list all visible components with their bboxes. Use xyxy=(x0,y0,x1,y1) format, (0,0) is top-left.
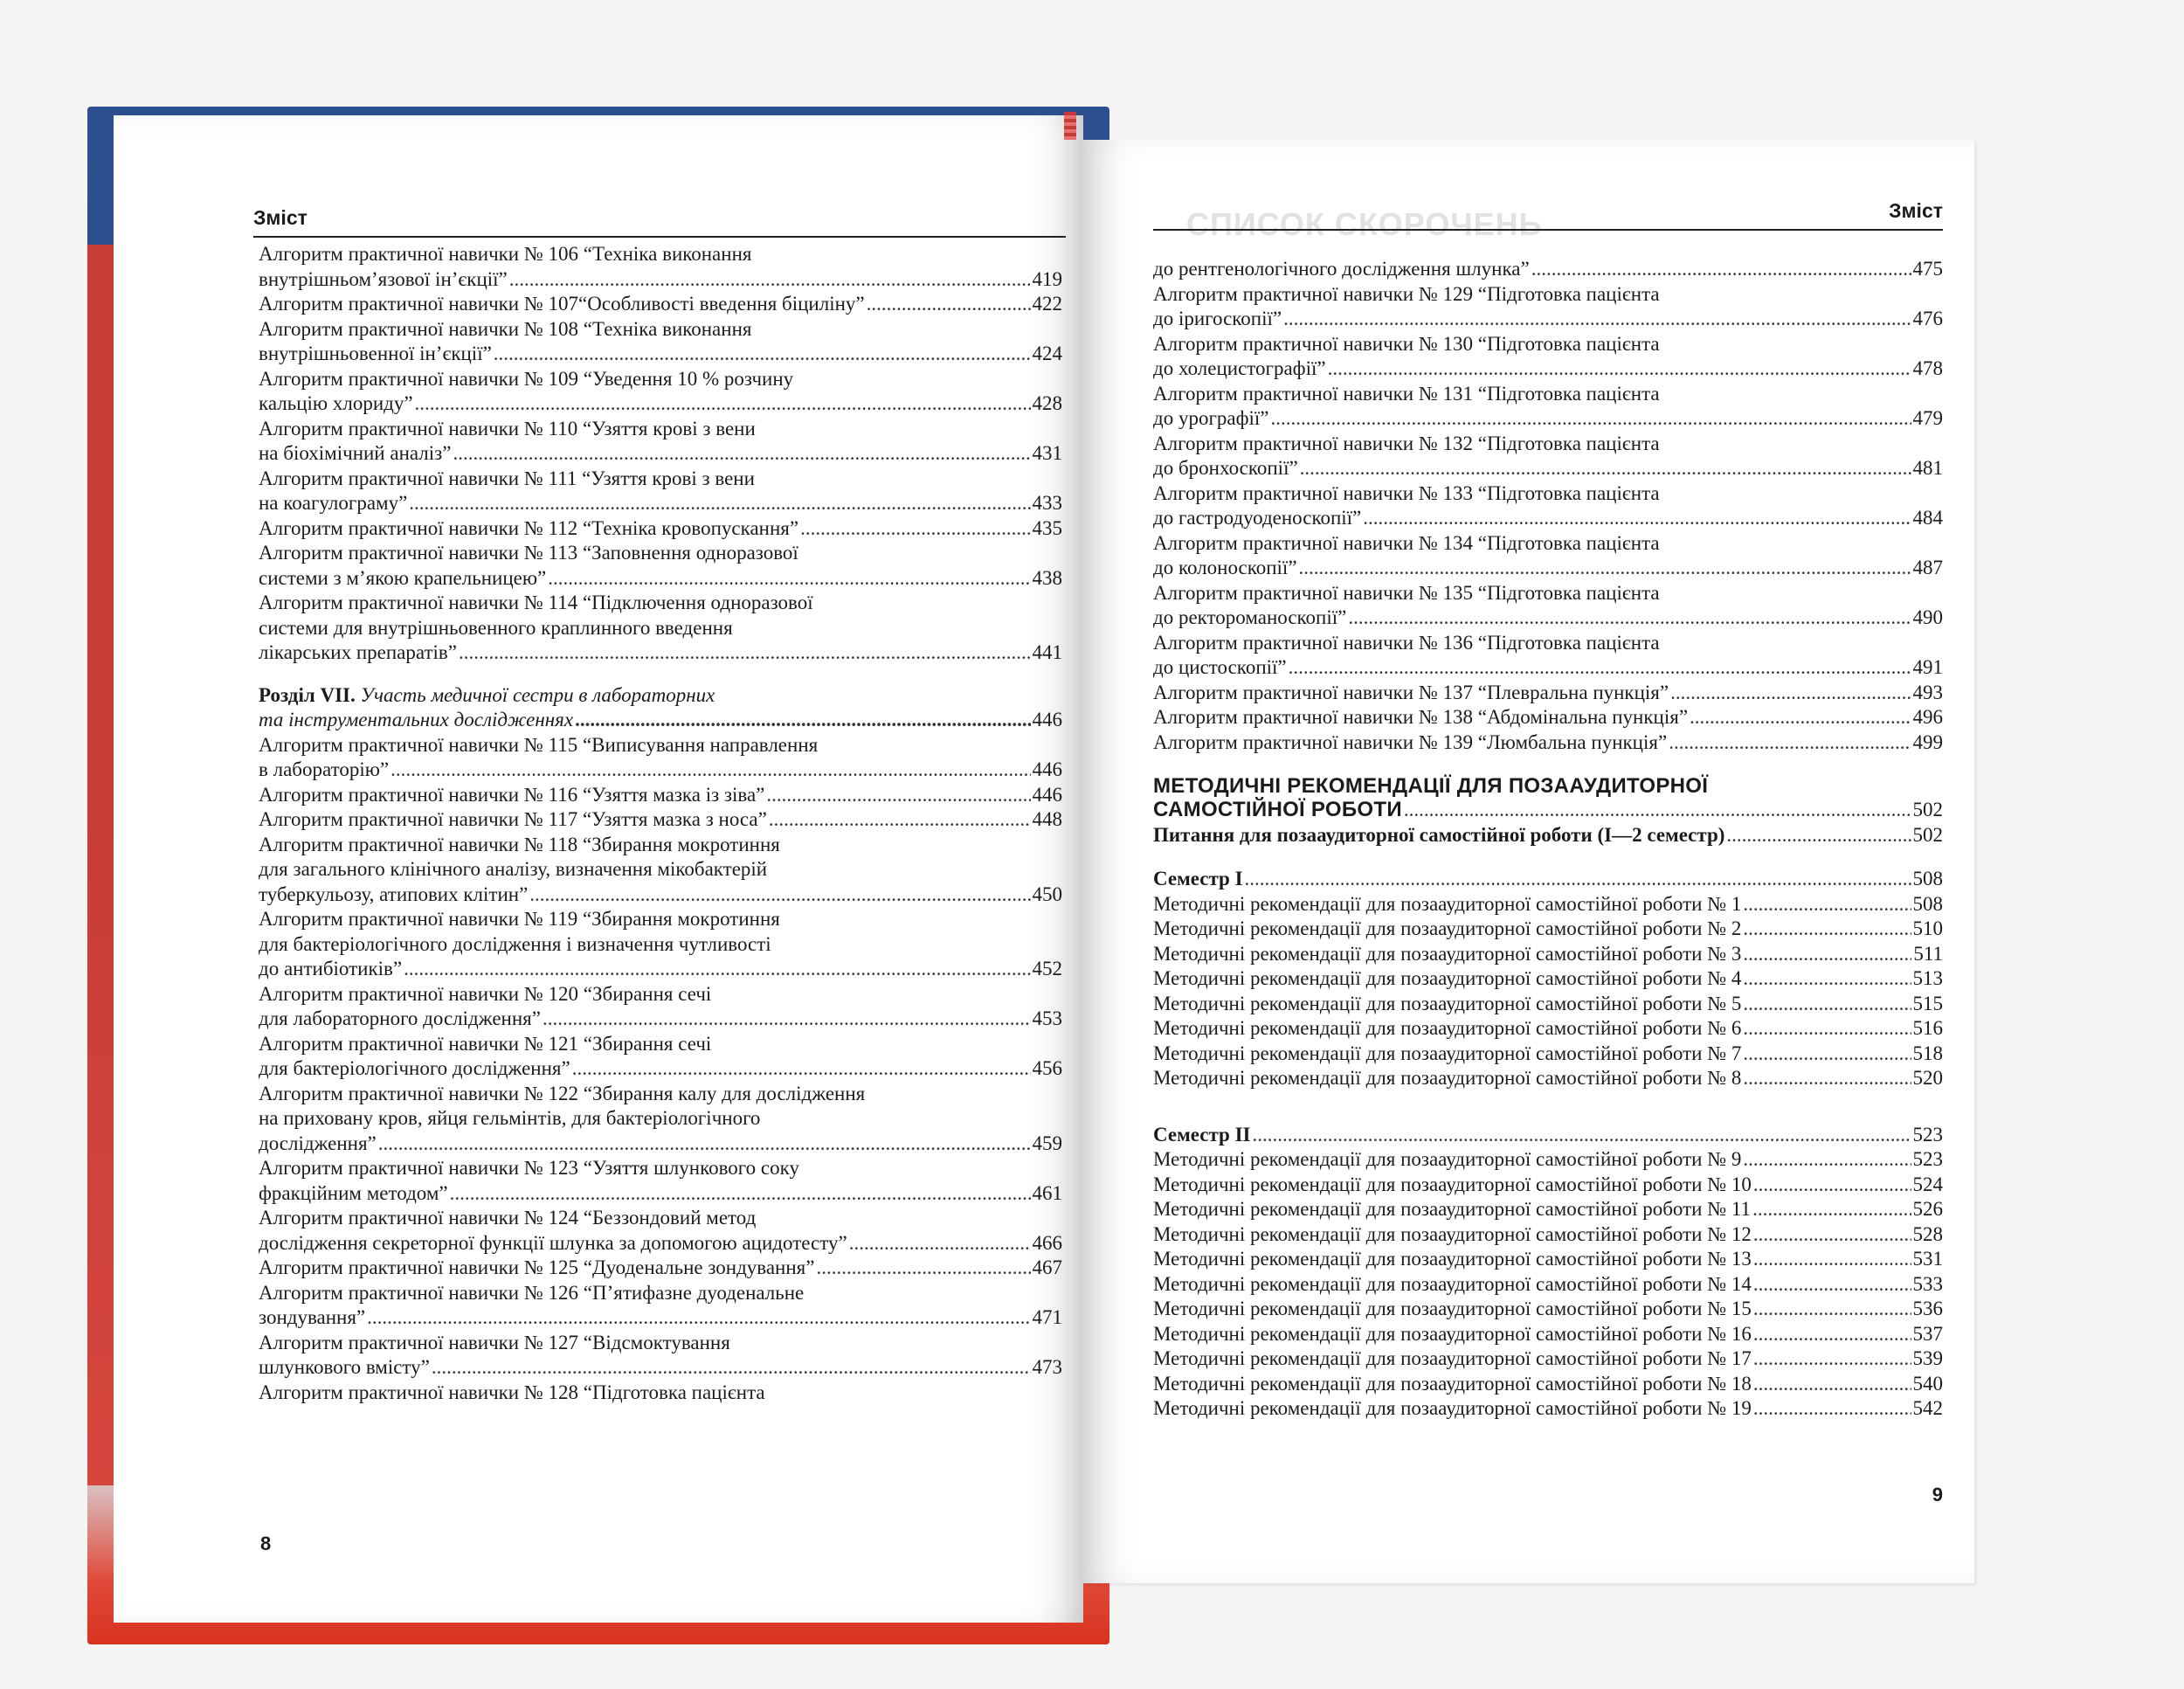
entry-text-line: Алгоритм практичної навички № 136 “Підготовка пацієнта xyxy=(1153,631,1660,654)
toc-entry[interactable] xyxy=(259,591,1062,666)
page-number: 471 xyxy=(1032,1306,1062,1328)
page-number: 422 xyxy=(1032,293,1062,315)
toc-entry[interactable] xyxy=(1153,730,1943,756)
entry-text: Методичні рекомендації для позааудиторної самостійної роботи № 11 xyxy=(1153,1198,1752,1220)
entry-text: Методичні рекомендації для позааудиторної самостійної роботи № 10 xyxy=(1153,1173,1752,1195)
entry-text-line: туберкульозу, атипових клітин” xyxy=(259,883,529,905)
page-number: 523 xyxy=(1912,1123,1943,1146)
page-number: 508 xyxy=(1912,892,1943,915)
leader-dots xyxy=(1753,1372,1911,1397)
toc-entry[interactable] xyxy=(1153,1066,1943,1091)
leader-dots xyxy=(1669,730,1911,756)
toc-entry[interactable] xyxy=(1153,917,1943,942)
leader-dots xyxy=(548,566,1030,592)
leader-dots xyxy=(572,1056,1031,1082)
entry-text-line: Алгоритм практичної навички № 132 “Підготовка пацієнта xyxy=(1153,432,1660,454)
toc-entry[interactable] xyxy=(259,292,1062,317)
page-number: 516 xyxy=(1912,1017,1943,1039)
page-number: 461 xyxy=(1032,1181,1062,1204)
page-number: 496 xyxy=(1912,706,1943,728)
toc-entry[interactable] xyxy=(259,733,1062,783)
toc-entry[interactable] xyxy=(259,833,1062,908)
entry-text-line: внутрішньовенної ін’єкції” xyxy=(259,343,492,364)
toc-entry[interactable] xyxy=(1153,432,1943,481)
entry-text-line: фракційним методом” xyxy=(259,1181,448,1204)
leader-dots xyxy=(1753,1322,1911,1347)
leader-dots xyxy=(367,1305,1030,1331)
entry-text-line: Алгоритм практичної навички № 134 “Підготовка пацієнта xyxy=(1153,531,1660,554)
leader-dots xyxy=(459,640,1031,666)
page-number: 528 xyxy=(1912,1222,1943,1245)
leader-dots xyxy=(450,1181,1031,1207)
leader-dots xyxy=(1328,356,1911,382)
page-number: 484 xyxy=(1912,507,1943,529)
entry-text-line: до холецистографії” xyxy=(1153,357,1326,379)
toc-entry[interactable] xyxy=(1153,257,1943,282)
entry-text-line: для бактеріологічного дослідження” xyxy=(259,1057,570,1079)
leader-dots xyxy=(1743,992,1911,1017)
toc-entry[interactable] xyxy=(1153,1396,1943,1422)
leader-dots xyxy=(390,758,1030,783)
toc-entry[interactable] xyxy=(1153,1247,1943,1272)
header-rule xyxy=(1153,229,1943,231)
entry-text: Методичні рекомендації для позааудиторної самостійної роботи № 13 xyxy=(1153,1248,1752,1270)
leader-dots xyxy=(1753,1297,1911,1322)
page-number: 473 xyxy=(1032,1356,1062,1378)
toc-entry[interactable] xyxy=(259,367,1062,417)
entry-text: Методичні рекомендації для позааудиторної самостійної роботи № 17 xyxy=(1153,1347,1752,1369)
entry-text-line: дослідження секреторної функції шлунка за допомогою ацидотесту” xyxy=(259,1231,847,1254)
entry-text-line: Алгоритм практичної навички № 129 “Підготовка пацієнта xyxy=(1153,282,1660,305)
header-rule xyxy=(253,236,1066,238)
entry-text-line: системи для внутрішньовенного краплинного введення xyxy=(259,616,733,639)
page-number: 475 xyxy=(1912,258,1943,280)
page-number: 424 xyxy=(1032,343,1062,364)
leader-dots xyxy=(543,1007,1031,1032)
entry-text-line: до колоноскопії” xyxy=(1153,557,1297,578)
running-head: Зміст xyxy=(1889,199,1943,222)
entry-text-line: для загального клінічного аналізу, визначення мікобактерій xyxy=(259,858,768,880)
toc-entry[interactable] xyxy=(1153,1222,1943,1248)
entry-text-line: до цистоскопії” xyxy=(1153,656,1287,678)
entry-text: Методичні рекомендації для позааудиторної самостійної роботи № 18 xyxy=(1153,1372,1752,1395)
page-number: 542 xyxy=(1912,1397,1943,1419)
leader-dots xyxy=(1283,307,1911,332)
page-number: 537 xyxy=(1912,1322,1943,1345)
entry-text-line: Алгоритм практичної навички № 116 “Узяття мазка із зіва” xyxy=(259,783,765,806)
leader-dots xyxy=(1670,681,1911,706)
page-number: 456 xyxy=(1032,1057,1062,1079)
leader-dots xyxy=(432,1355,1031,1381)
leader-dots xyxy=(1753,1346,1911,1372)
toc-entry[interactable] xyxy=(259,1206,1062,1256)
toc-entry[interactable] xyxy=(259,1256,1062,1281)
toc-entry-continued[interactable] xyxy=(259,1381,1062,1406)
entry-text: Методичні рекомендації для позааудиторної самостійної роботи № 7 xyxy=(1153,1042,1742,1064)
page-number: 524 xyxy=(1912,1173,1943,1195)
page-number: 490 xyxy=(1912,606,1943,628)
semester-heading[interactable] xyxy=(1153,1123,1943,1148)
page-number: 446 xyxy=(1032,758,1062,780)
questions-entry[interactable] xyxy=(1153,823,1943,848)
entry-text: Методичні рекомендації для позааудиторної самостійної роботи № 12 xyxy=(1153,1222,1752,1245)
toc-entry[interactable] xyxy=(1153,481,1943,531)
entry-text-line: для бактеріологічного дослідження і визначення чутливості xyxy=(259,932,771,955)
toc-entry[interactable] xyxy=(1153,1016,1943,1042)
leader-dots xyxy=(409,491,1030,516)
entry-text-line: Алгоритм практичної навички № 108 “Техніка виконання xyxy=(259,317,752,340)
section-heading[interactable] xyxy=(259,683,1062,733)
entry-text: Методичні рекомендації для позааудиторної самостійної роботи № 4 xyxy=(1153,967,1742,989)
page-number: 438 xyxy=(1032,566,1062,589)
page-number: 515 xyxy=(1912,992,1943,1014)
entry-text-line: Алгоритм практичної навички № 113 “Заповнення одноразової xyxy=(259,542,798,564)
entry-text-line: лікарських препаратів” xyxy=(259,641,457,663)
leader-dots xyxy=(1743,1016,1911,1042)
leader-dots xyxy=(1743,966,1911,992)
entry-text: Методичні рекомендації для позааудиторної самостійної роботи № 9 xyxy=(1153,1148,1742,1170)
leader-dots xyxy=(800,516,1030,542)
leader-dots xyxy=(1253,1123,1911,1148)
leader-dots xyxy=(1743,942,1911,967)
entry-text: Методичні рекомендації для позааудиторної самостійної роботи № 8 xyxy=(1153,1067,1742,1089)
entry-text-line: Алгоритм практичної навички № 120 “Збирання сечі xyxy=(259,982,712,1005)
bookmark-ribbon xyxy=(1064,112,1076,140)
entry-text-line: дослідження” xyxy=(259,1132,377,1154)
toc-entry[interactable] xyxy=(1153,966,1943,992)
entry-text-line: зондування” xyxy=(259,1306,366,1328)
page-number: 526 xyxy=(1912,1198,1943,1220)
toc-list-left xyxy=(259,242,1062,1405)
entry-text-line: Алгоритм практичної навички № 131 “Підготовка пацієнта xyxy=(1153,382,1660,405)
page-number: 481 xyxy=(1912,457,1943,479)
entry-text-line: до гастродуоденоскопії” xyxy=(1153,507,1362,529)
toc-entry[interactable] xyxy=(1153,992,1943,1017)
entry-text: Методичні рекомендації для позааудиторної самостійної роботи № 2 xyxy=(1153,917,1742,939)
page-number: 531 xyxy=(1912,1248,1943,1270)
leader-dots xyxy=(1743,892,1911,917)
toc-entry[interactable] xyxy=(1153,382,1943,432)
page-number: 508 xyxy=(1912,868,1943,889)
leader-dots xyxy=(1753,1272,1911,1298)
entry-text-line: Алгоритм практичної навички № 110 “Узяття крові з вени xyxy=(259,417,756,440)
leader-dots xyxy=(1743,1147,1911,1173)
entry-text-line: Алгоритм практичної навички № 109 “Уведення 10 % розчину xyxy=(259,367,794,390)
page-number: 536 xyxy=(1912,1298,1943,1319)
entry-text-line: до бронхоскопії” xyxy=(1153,457,1298,479)
entry-text-line: на коагулограму” xyxy=(259,492,408,514)
toc-entry[interactable] xyxy=(259,1032,1062,1082)
page-number: 476 xyxy=(1912,308,1943,329)
entry-text-line: Алгоритм практичної навички № 106 “Техніка виконання xyxy=(259,243,752,265)
show-through-heading: СПИСОК СКОРОЧЕНЬ xyxy=(1186,206,1543,242)
page-number: 493 xyxy=(1912,681,1943,703)
entry-text-line: Алгоритм практичної навички № 107“Особливості введення біциліну” xyxy=(259,293,865,315)
entry-text: Питання для позааудиторної самостійної роботи (І—2 семестр) xyxy=(1153,823,1725,846)
leader-dots xyxy=(1404,798,1911,823)
toc-entry[interactable] xyxy=(1153,1346,1943,1372)
toc-entry[interactable] xyxy=(259,907,1062,982)
page-number: 467 xyxy=(1032,1256,1062,1278)
page-number: 441 xyxy=(1032,641,1062,663)
leader-dots xyxy=(1300,456,1911,481)
entry-text-line: для лабораторного дослідження” xyxy=(259,1007,541,1029)
entry-text-line: Алгоритм практичної навички № 119 “Збирання мокротиння xyxy=(259,908,780,930)
leader-dots xyxy=(1752,1197,1911,1222)
entry-text-line: Алгоритм практичної навички № 126 “П’ятифазне дуоденальне xyxy=(259,1281,805,1304)
page-number: 520 xyxy=(1912,1067,1943,1089)
toc-entry[interactable] xyxy=(1153,892,1943,917)
entry-text-line: Алгоритм практичної навички № 122 “Збирання калу для дослідження xyxy=(259,1082,866,1104)
toc-entry[interactable] xyxy=(1153,1042,1943,1067)
toc-entry[interactable] xyxy=(259,982,1062,1032)
page-number: 533 xyxy=(1912,1272,1943,1295)
page-number: 479 xyxy=(1912,407,1943,429)
toc-entry[interactable] xyxy=(1153,332,1943,382)
entry-text-line: на приховану кров, яйця гельмінтів, для бактеріологічного xyxy=(259,1107,761,1129)
entry-text: Методичні рекомендації для позааудиторної самостійної роботи № 6 xyxy=(1153,1017,1742,1039)
leader-dots xyxy=(766,783,1030,808)
page-number: 510 xyxy=(1912,917,1943,939)
leader-dots xyxy=(453,441,1030,467)
entry-text-line: до рентгенологічного дослідження шлунка” xyxy=(1153,258,1530,280)
toc-entry[interactable] xyxy=(259,807,1062,833)
toc-entry[interactable] xyxy=(1153,531,1943,581)
entry-text-line: внутрішньом’язової ін’єкції” xyxy=(259,267,508,290)
leader-dots xyxy=(1743,1066,1911,1091)
leader-dots xyxy=(404,957,1030,982)
toc-entry[interactable] xyxy=(259,1082,1062,1157)
page-number: 446 xyxy=(1032,783,1062,806)
entry-text-line: Алгоритм практичної навички № 133 “Підготовка пацієнта xyxy=(1153,481,1660,504)
page-number: 419 xyxy=(1032,267,1062,290)
toc-entry[interactable] xyxy=(259,417,1062,467)
entry-text-line: Алгоритм практичної навички № 137 “Плевральна пункція” xyxy=(1153,681,1669,703)
methods-heading-line1: МЕТОДИЧНІ РЕКОМЕНДАЦІЇ ДЛЯ ПОЗААУДИТОРНОЇ xyxy=(1153,774,1709,798)
entry-text-line: Алгоритм практичної навички № 115 “Виписування направлення xyxy=(259,733,819,756)
entry-text-line: шлункового вмісту” xyxy=(259,1356,430,1378)
page-number: 448 xyxy=(1032,808,1062,830)
page-number: 511 xyxy=(1913,942,1943,965)
page-number: 487 xyxy=(1912,557,1943,578)
page-number-folio: 9 xyxy=(1932,1484,1943,1506)
right-page xyxy=(1082,140,1974,1583)
toc-entry[interactable] xyxy=(259,516,1062,542)
leader-dots xyxy=(378,1132,1031,1157)
leader-dots xyxy=(1348,606,1911,631)
entry-text: Методичні рекомендації для позааудиторної самостійної роботи № 5 xyxy=(1153,992,1742,1014)
methods-heading-line2: САМОСТІЙНОЇ РОБОТИ xyxy=(1153,798,1402,821)
toc-entry[interactable] xyxy=(259,541,1062,591)
toc-entry[interactable] xyxy=(259,1331,1062,1381)
toc-entry[interactable] xyxy=(259,317,1062,367)
toc-entry[interactable] xyxy=(1153,1173,1943,1198)
entry-text-line: кальцію хлориду” xyxy=(259,392,413,414)
entry-text-line: Алгоритм практичної навички № 111 “Узяття крові з вени xyxy=(259,467,755,489)
entry-text-line: Алгоритм практичної навички № 114 “Підключення одноразової xyxy=(259,592,813,613)
entry-text-line: Алгоритм практичної навички № 123 “Узяття шлункового соку xyxy=(259,1157,799,1179)
leader-dots xyxy=(1299,556,1911,581)
entry-text: Алгоритм практичної навички № 128 “Підготовка пацієнта xyxy=(259,1381,765,1403)
leader-dots xyxy=(509,267,1031,293)
leader-dots xyxy=(494,342,1031,367)
page-number: 540 xyxy=(1912,1372,1943,1395)
entry-text-line: до іригоскопії” xyxy=(1153,308,1282,329)
page-number: 453 xyxy=(1032,1007,1062,1029)
page-number: 446 xyxy=(1032,709,1062,730)
entry-text: Методичні рекомендації для позааудиторної самостійної роботи № 16 xyxy=(1153,1322,1752,1345)
toc-entry[interactable] xyxy=(1153,1372,1943,1397)
entry-text-line: Алгоритм практичної навички № 125 “Дуоденальне зондування” xyxy=(259,1256,815,1278)
leader-dots xyxy=(1743,1042,1911,1067)
toc-entry[interactable] xyxy=(259,467,1062,516)
leader-dots xyxy=(1531,257,1911,282)
page-number: 539 xyxy=(1912,1347,1943,1369)
toc-entry[interactable] xyxy=(1153,942,1943,967)
entry-text-line: Алгоритм практичної навички № 117 “Узяття мазка з носа” xyxy=(259,808,767,830)
page-number: 499 xyxy=(1912,730,1943,753)
page-number: 435 xyxy=(1032,516,1062,539)
entry-text: Методичні рекомендації для позааудиторної самостійної роботи № 19 xyxy=(1153,1397,1752,1419)
toc-list-right xyxy=(1153,257,1943,1422)
page-number: 433 xyxy=(1032,492,1062,514)
section-title-line2: та інструментальних дослідженнях xyxy=(259,709,574,730)
entry-text-line: Алгоритм практичної навички № 112 “Техніка кровопускання” xyxy=(259,516,799,539)
page-number: 502 xyxy=(1912,823,1943,846)
entry-text: Методичні рекомендації для позааудиторної самостійної роботи № 3 xyxy=(1153,942,1742,965)
page-number: 452 xyxy=(1032,958,1062,979)
toc-entry[interactable] xyxy=(1153,581,1943,631)
leader-dots xyxy=(1753,1396,1911,1422)
leader-dots xyxy=(1271,406,1911,432)
page-number: 450 xyxy=(1032,883,1062,905)
entry-text-line: Алгоритм практичної навички № 121 “Збирання сечі xyxy=(259,1032,712,1055)
toc-entry[interactable] xyxy=(1153,1147,1943,1173)
leader-dots xyxy=(1726,823,1911,848)
toc-entry[interactable] xyxy=(1153,681,1943,706)
leader-dots xyxy=(1690,705,1911,730)
entry-text-line: Алгоритм практичної навички № 118 “Збирання мокротиння xyxy=(259,833,780,855)
leader-dots xyxy=(867,292,1031,317)
entry-text-line: Алгоритм практичної навички № 135 “Підготовка пацієнта xyxy=(1153,581,1660,604)
leader-dots xyxy=(1289,655,1911,681)
toc-entry[interactable] xyxy=(1153,1272,1943,1298)
entry-text-line: Алгоритм практичної навички № 130 “Підготовка пацієнта xyxy=(1153,332,1660,355)
toc-entry[interactable] xyxy=(259,1156,1062,1206)
entry-text-line: системи з м’якою крапельницею” xyxy=(259,566,547,589)
entry-text-line: Алгоритм практичної навички № 124 “Беззондовий метод xyxy=(259,1207,757,1229)
entry-text-line: до ректороманоскопії” xyxy=(1153,606,1347,628)
page-number: 523 xyxy=(1912,1148,1943,1170)
page-number: 431 xyxy=(1032,442,1062,464)
leader-dots xyxy=(1743,917,1911,942)
semester-heading[interactable] xyxy=(1153,867,1943,892)
leader-dots xyxy=(1753,1173,1911,1198)
spacer xyxy=(1153,1091,1943,1123)
entry-text-line: Алгоритм практичної навички № 127 “Відсмоктування xyxy=(259,1331,730,1353)
toc-entry[interactable] xyxy=(259,242,1062,292)
toc-entry[interactable] xyxy=(1153,705,1943,730)
page-number: 466 xyxy=(1032,1231,1062,1254)
methods-heading[interactable] xyxy=(1153,774,1943,823)
entry-text-line: в лабораторію” xyxy=(259,758,390,780)
leader-dots xyxy=(769,807,1031,833)
toc-entry[interactable] xyxy=(1153,1197,1943,1222)
entry-text-line: Алгоритм практичної навички № 138 “Абдомінальна пункція” xyxy=(1153,706,1689,728)
entry-text-line: до антибіотиків” xyxy=(259,958,403,979)
toc-entry[interactable] xyxy=(1153,1322,1943,1347)
leader-dots xyxy=(1753,1247,1911,1272)
running-head: Зміст xyxy=(253,206,308,229)
toc-entry[interactable] xyxy=(1153,631,1943,681)
left-page xyxy=(114,115,1083,1623)
toc-entry[interactable] xyxy=(1153,1297,1943,1322)
entry-text: Методичні рекомендації для позааудиторної самостійної роботи № 1 xyxy=(1153,892,1742,915)
toc-entry[interactable] xyxy=(259,1281,1062,1331)
leader-dots xyxy=(849,1231,1031,1256)
leader-dots xyxy=(529,883,1030,908)
page-number: 513 xyxy=(1912,967,1943,989)
leader-dots xyxy=(1363,506,1911,531)
page-number: 491 xyxy=(1912,656,1943,678)
entry-text-line: до урографії” xyxy=(1153,407,1269,429)
entry-text: Методичні рекомендації для позааудиторної самостійної роботи № 14 xyxy=(1153,1272,1752,1295)
leader-dots xyxy=(816,1256,1030,1281)
page-number: 459 xyxy=(1032,1132,1062,1154)
leader-dots xyxy=(415,391,1031,417)
leader-dots xyxy=(1245,867,1911,892)
entry-text-line: Алгоритм практичної навички № 139 “Люмбальна пункція” xyxy=(1153,730,1668,753)
semester-label: Семестр ІІ xyxy=(1153,1123,1251,1146)
entry-text: Методичні рекомендації для позааудиторної самостійної роботи № 15 xyxy=(1153,1298,1752,1319)
leader-dots xyxy=(1753,1222,1911,1248)
semester-label: Семестр І xyxy=(1153,868,1243,889)
leader-dots xyxy=(575,708,1030,733)
section-title-line1: Участь медичної сестри в лабораторних xyxy=(360,683,715,706)
page-number: 478 xyxy=(1912,357,1943,379)
toc-entry[interactable] xyxy=(259,783,1062,808)
section-label: Розділ VII. xyxy=(259,683,356,706)
page-number: 428 xyxy=(1032,392,1062,414)
page-number-folio: 8 xyxy=(260,1533,272,1554)
page-number: 518 xyxy=(1912,1042,1943,1064)
entry-text-line: на біохімічний аналіз” xyxy=(259,442,452,464)
spacer xyxy=(1153,848,1943,867)
toc-entry[interactable] xyxy=(1153,282,1943,332)
page-number: 502 xyxy=(1912,799,1943,820)
